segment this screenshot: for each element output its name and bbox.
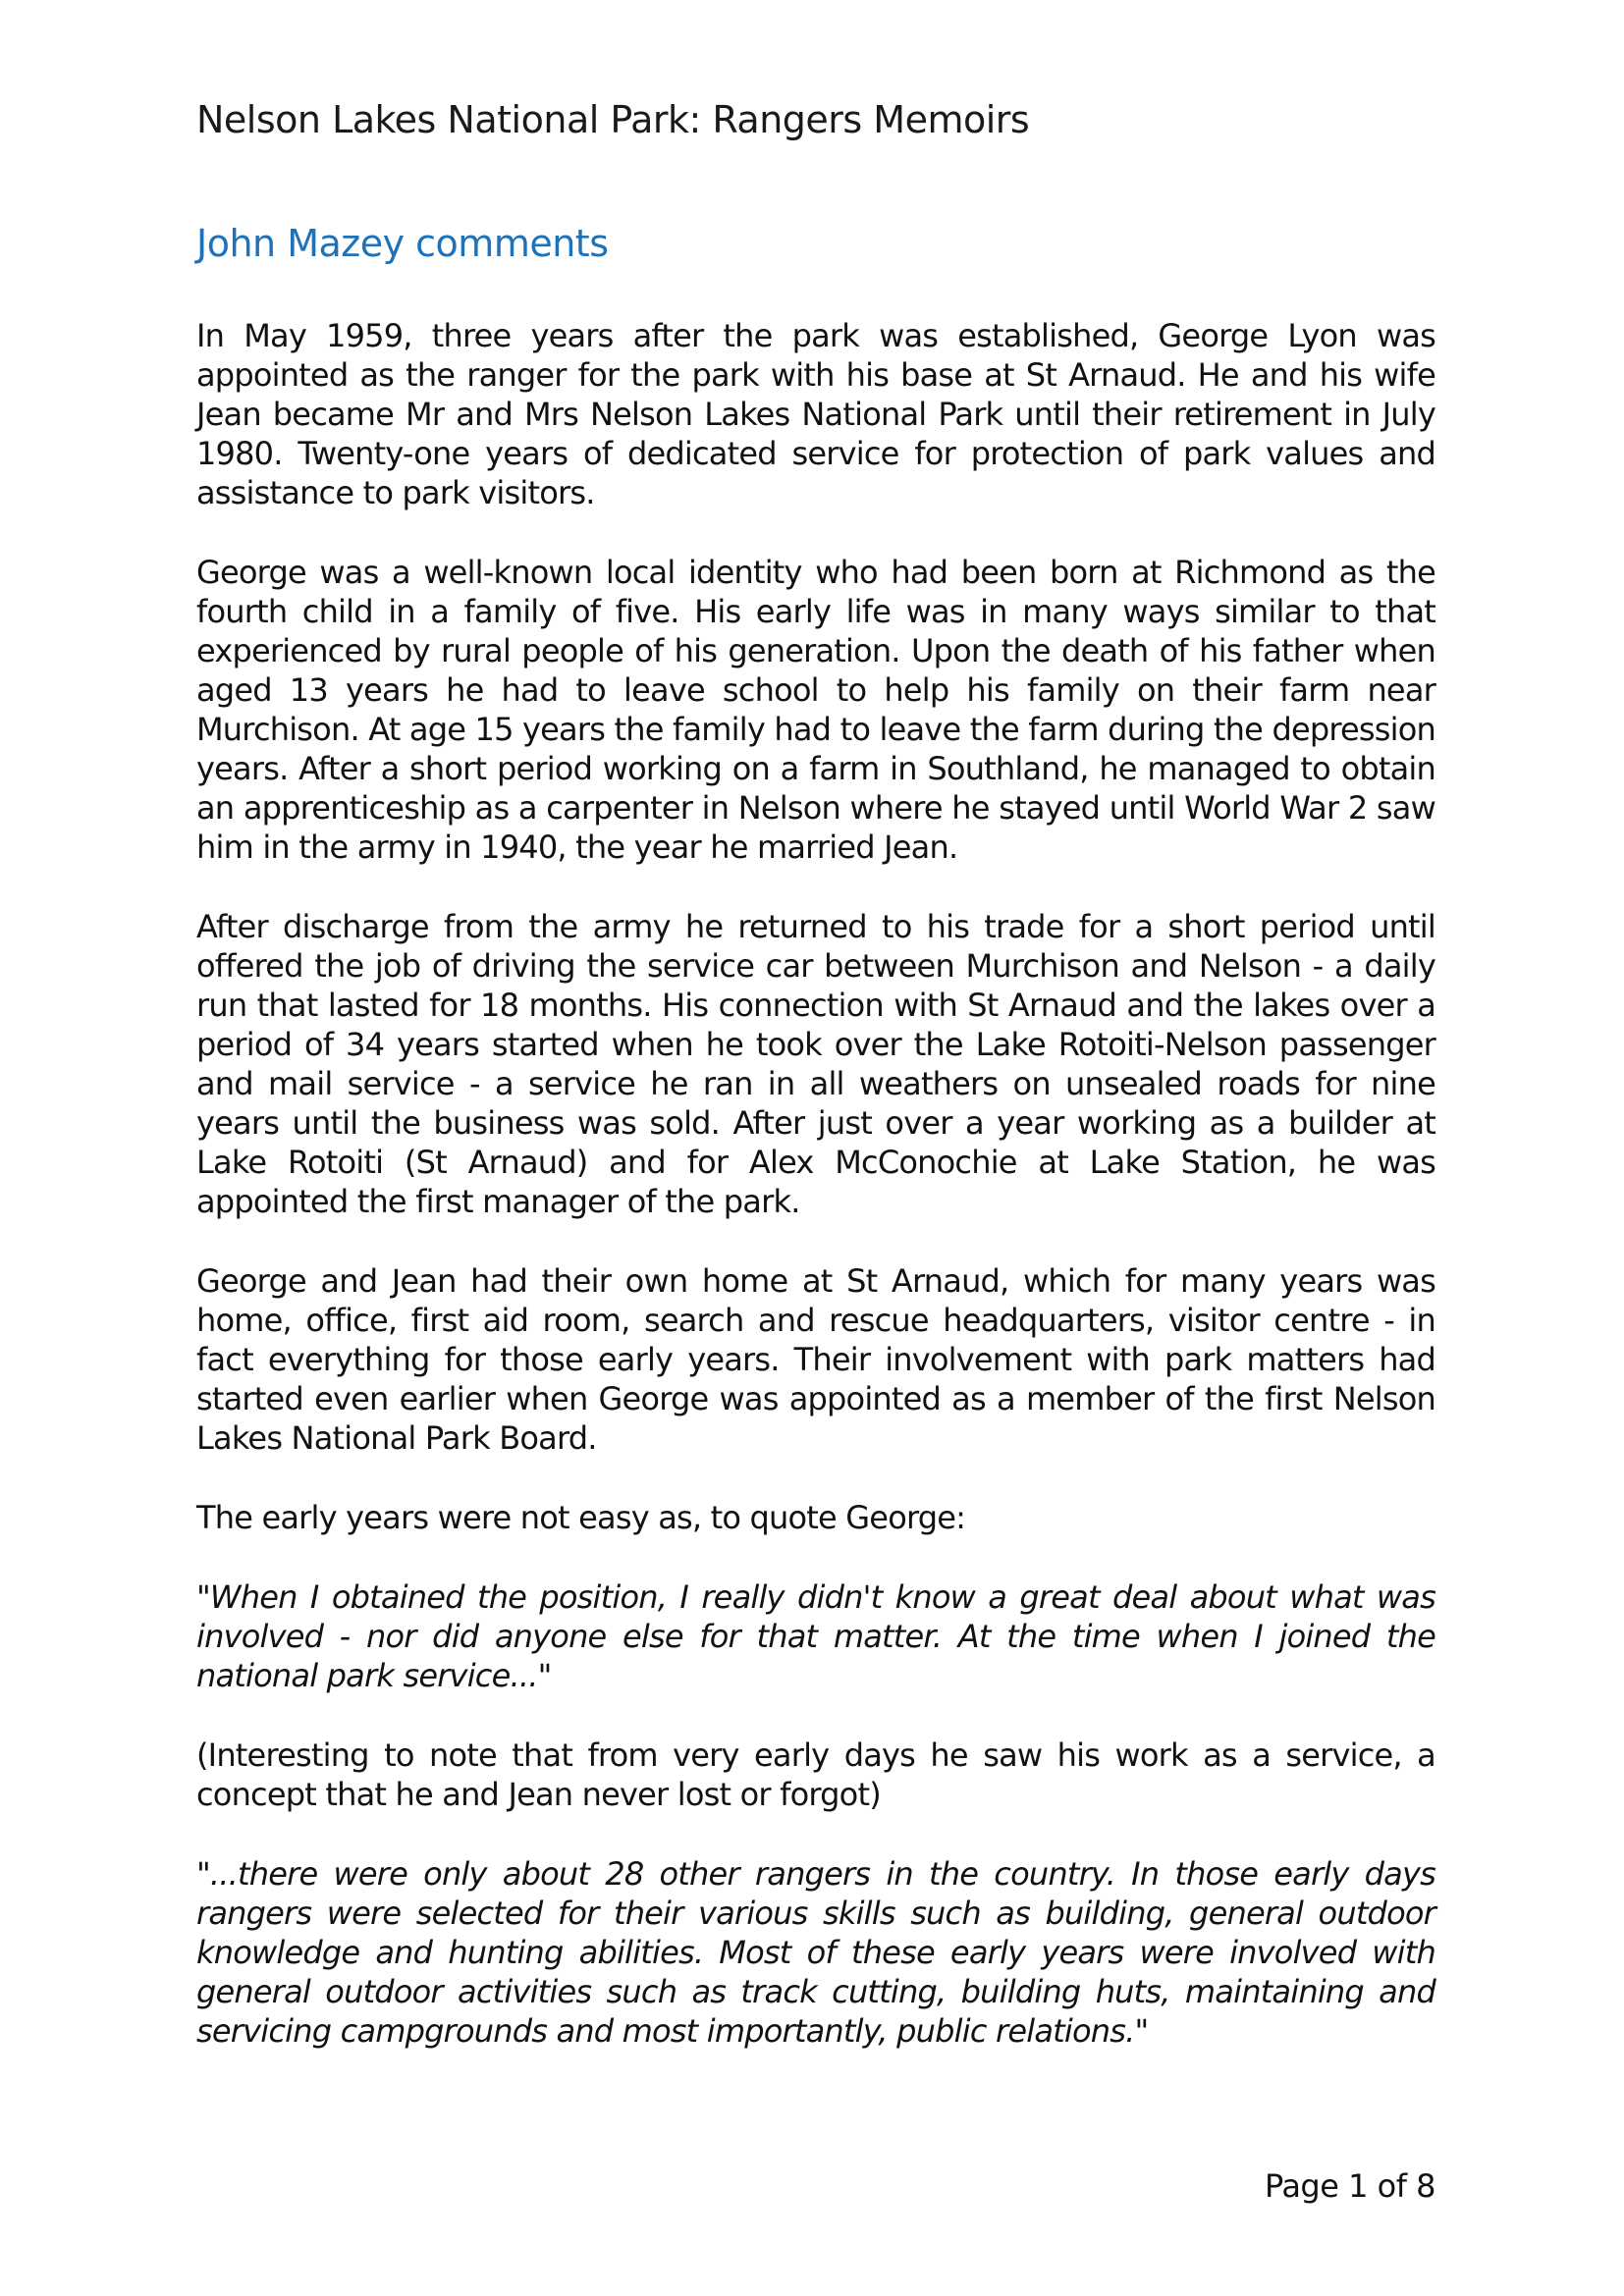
paragraph-service-note: (Interesting to note that from very early days he saw his work as a service, a concept that he and Jean never lost or forgot)	[196, 1736, 1435, 1813]
paragraph-home: George and Jean had their own home at St Arnaud, which for many years was home, office, first aid room, search and rescue headquarters, visitor centre - in fact everything for those early years. Their involvement with park matters had started even earlier when George was appointed as a member of the first Nelson Lakes National Park Board.	[196, 1262, 1435, 1457]
paragraph-career: After discharge from the army he returned to his trade for a short period until offered the job of driving the service car between Murchison and Nelson - a daily run that lasted for 18 months. His connection with St Arnaud and the lakes over a period of 34 years started when he took over the Lake Rotoiti-Nelson passenger and mail service - a service he ran in all weathers on unsealed roads for nine years until the business was sold. After just over a year working as a builder at Lake Rotoiti (St Arnaud) and for Alex McConochie at Lake Station, he was appointed the first manager of the park.	[196, 908, 1435, 1220]
paragraph-quote-intro: The early years were not easy as, to quote George:	[196, 1499, 966, 1536]
body-content	[196, 316, 1435, 2091]
quote-position: "When I obtained the position, I really didn't know a great deal about what was involved - nor did anyone else for that matter. At the time when I joined the national park service..."	[196, 1578, 1435, 1694]
paragraph-early-life: George was a well-known local identity who had been born at Richmond as the fourth child in a family of five. His early life was in many ways similar to that experienced by rural people of his generation. Upon the death of his father when aged 13 years he had to leave school to help his family on their farm near Murchison. At age 15 years the family had to leave the farm during the depression years. After a short period working on a farm in Southland, he managed to obtain an apprenticeship as a carpenter in Nelson where he stayed until World War 2 saw him in the army in 1940, the year he married Jean.	[196, 554, 1435, 866]
paragraph-appointment: In May 1959, three years after the park was established, George Lyon was appointed as the ranger for the park with his base at St Arnaud. He and his wife Jean became Mr and Mrs Nelson Lakes National Park until their retirement in July 1980. Twenty-one years of dedicated service for protection of park values and assistance to park visitors.	[196, 317, 1435, 511]
section-heading: John Mazey comments	[196, 222, 609, 265]
page-header-title: Nelson Lakes National Park: Rangers Memoirs	[196, 98, 1030, 141]
page-number: Page 1 of 8	[1264, 2167, 1435, 2205]
quote-rangers: "...there were only about 28 other rangers in the country. In those early days rangers were selected for their various skills such as building, general outdoor knowledge and hunting abilities. Most of these early years were involved with general outdoor activities such as track cutting, building huts, maintaining and servicing campgrounds and most importantly, public relations."	[196, 1855, 1435, 2050]
